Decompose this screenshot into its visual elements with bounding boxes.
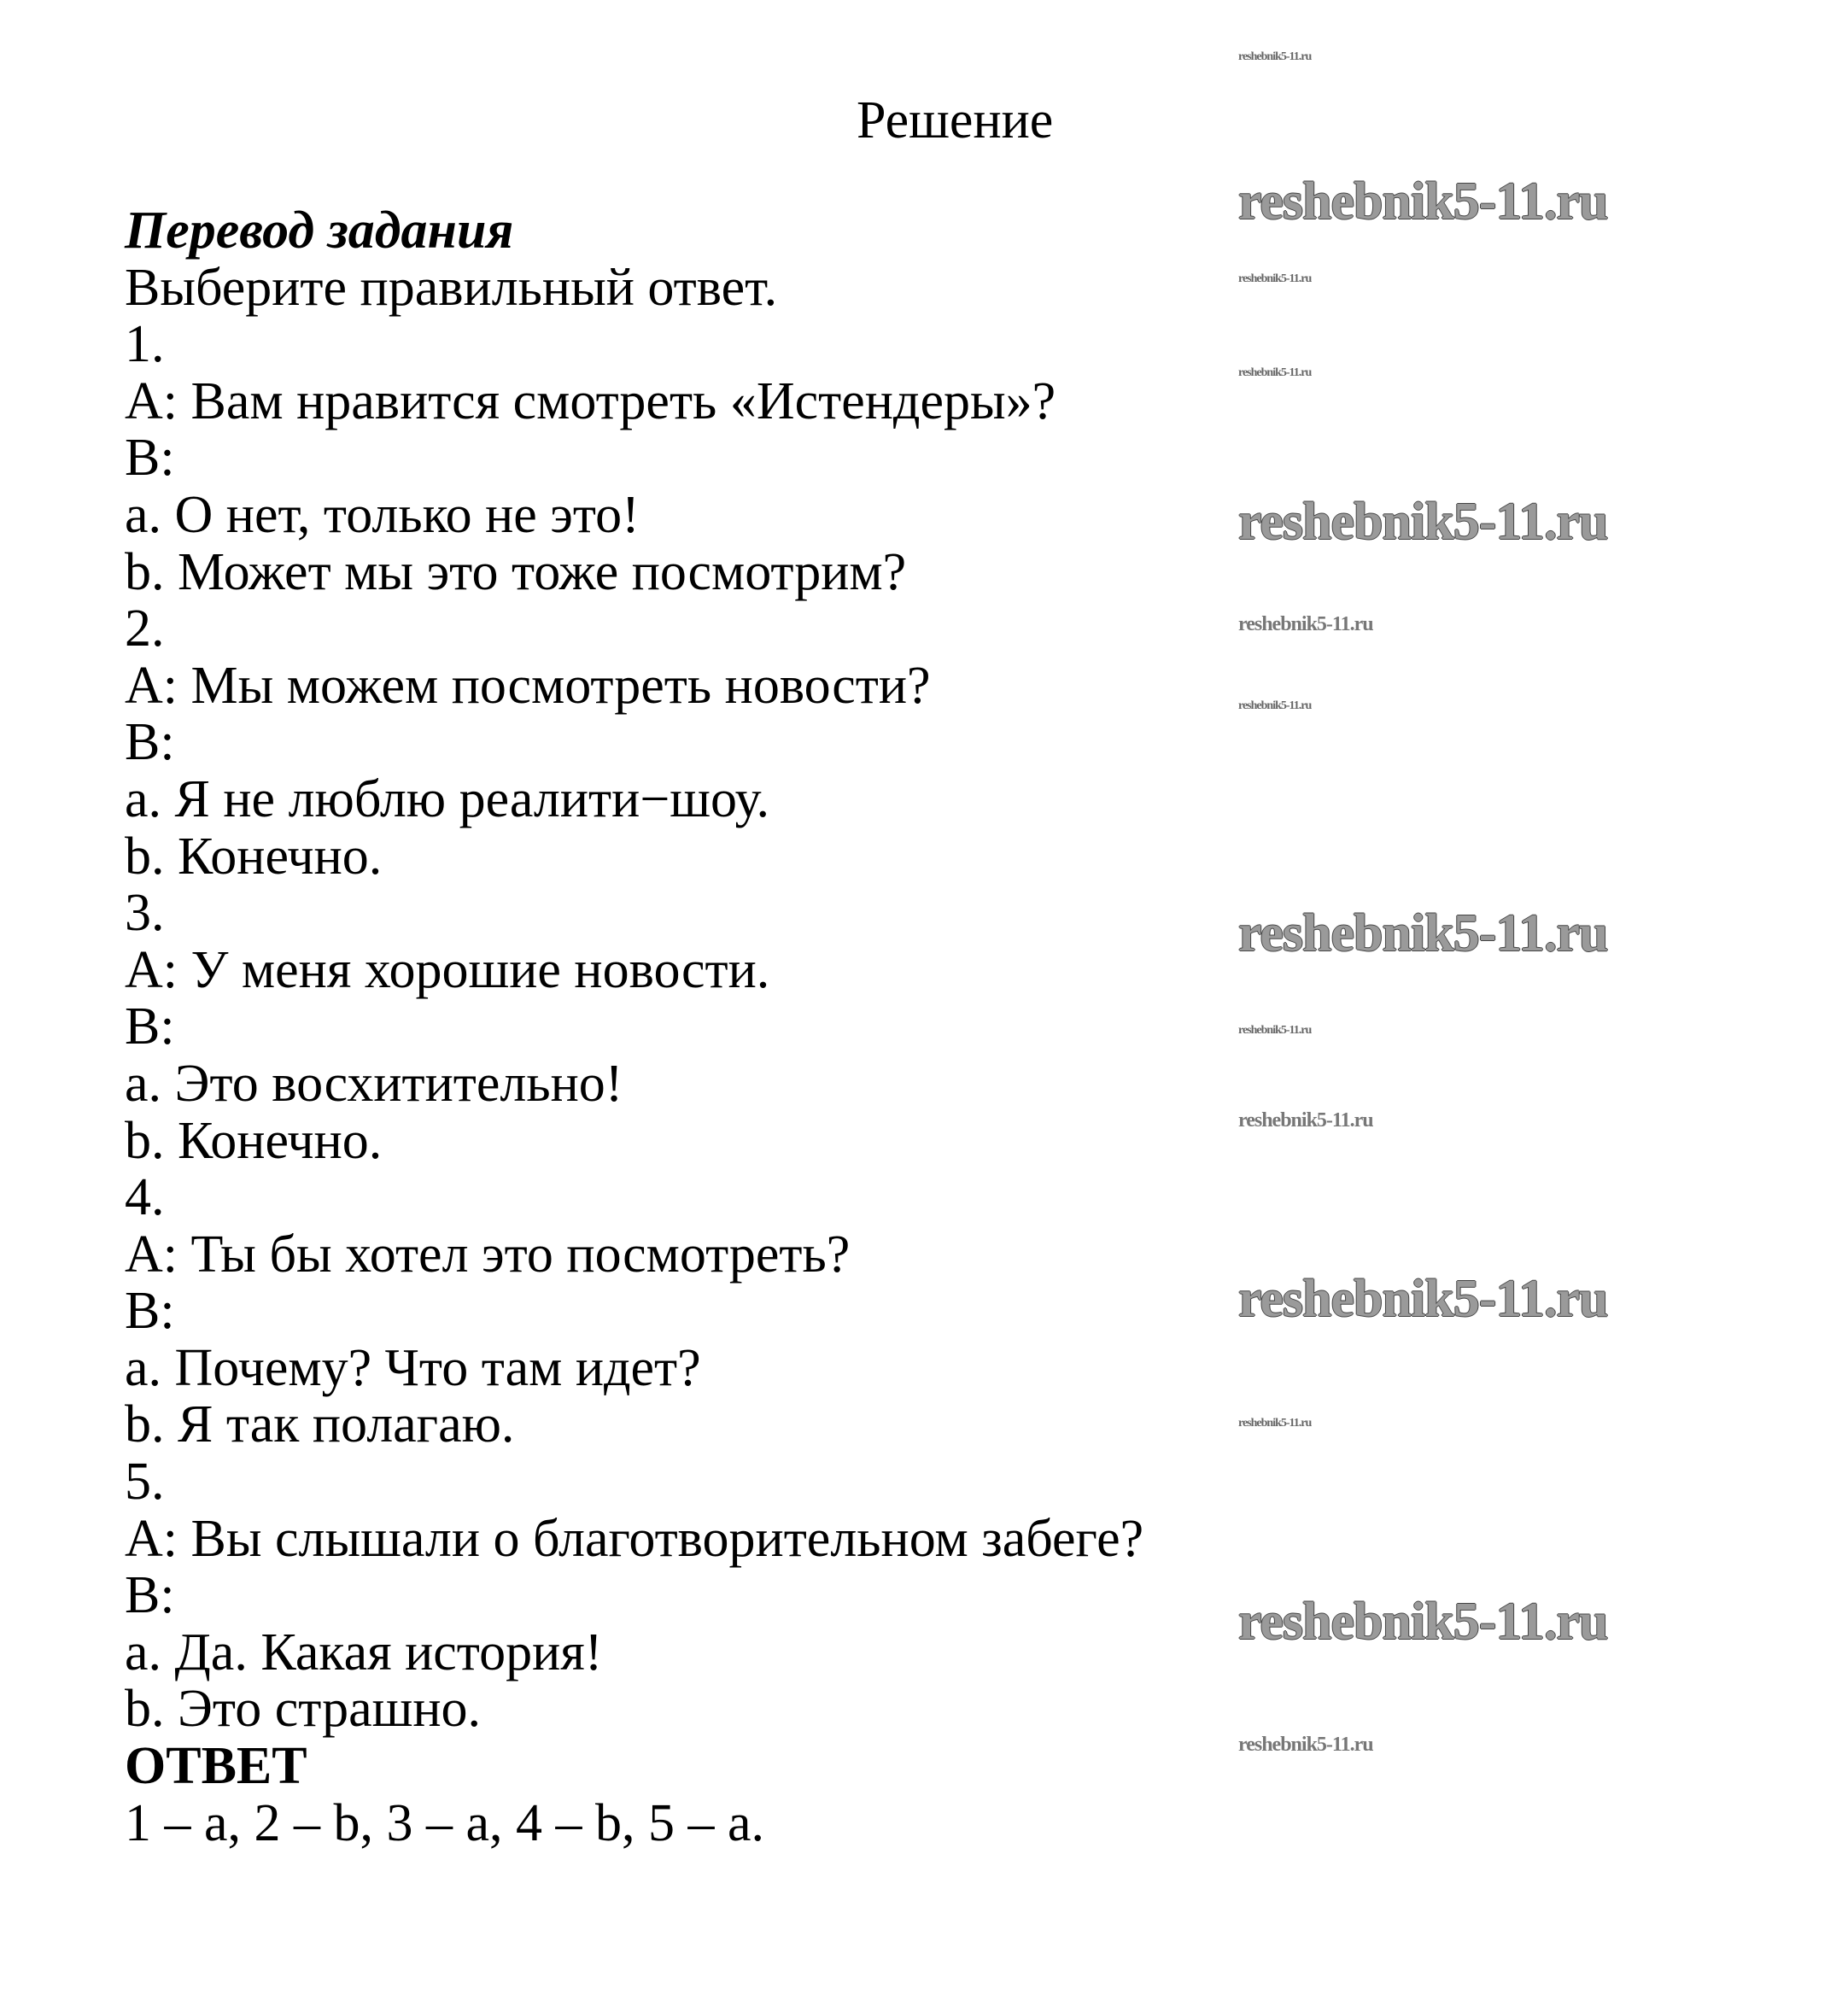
watermark: reshebnik5-11.ru — [1238, 1593, 1608, 1651]
watermark: reshebnik5-11.ru — [1238, 699, 1312, 712]
page-title: Решение — [857, 91, 1054, 149]
option-b: b. Это страшно. — [125, 1680, 482, 1739]
watermark: reshebnik5-11.ru — [1238, 493, 1608, 551]
question-number: 1. — [125, 315, 165, 374]
watermark: reshebnik5-11.ru — [1238, 613, 1373, 635]
option-b: b. Конечно. — [125, 1111, 383, 1170]
speaker-a-line: A: Вы слышали о благотворительном забеге? — [125, 1509, 1144, 1568]
watermark: reshebnik5-11.ru — [1238, 173, 1608, 231]
section-heading: Перевод задания — [125, 202, 514, 260]
speaker-b-line: B: — [125, 713, 175, 772]
question-number: 5. — [125, 1453, 165, 1512]
question-number: 3. — [125, 884, 165, 943]
watermark: reshebnik5-11.ru — [1238, 366, 1312, 379]
answer-heading: ОТВЕТ — [125, 1737, 307, 1796]
watermark: reshebnik5-11.ru — [1238, 272, 1312, 285]
option-a: a. Это восхитительно! — [125, 1054, 623, 1113]
option-a: a. Да. Какая история! — [125, 1623, 603, 1681]
watermark: reshebnik5-11.ru — [1238, 1734, 1373, 1756]
speaker-a-line: A: Мы можем посмотреть новости? — [125, 656, 931, 715]
option-a: a. Почему? Что там идет? — [125, 1338, 701, 1397]
document-body — [125, 202, 1143, 1851]
instruction: Выберите правильный ответ. — [125, 258, 778, 317]
speaker-a-line: A: Ты бы хотел это посмотреть? — [125, 1225, 851, 1284]
option-b: b. Я так полагаю. — [125, 1395, 515, 1454]
option-a: a. Я не люблю реалити−шоу. — [125, 769, 769, 828]
speaker-a-line: A: Вам нравится смотреть «Истендеры»? — [125, 371, 1056, 430]
speaker-a-line: A: У меня хорошие новости. — [125, 940, 770, 999]
speaker-b-line: B: — [125, 1282, 175, 1341]
question-number: 2. — [125, 599, 165, 658]
option-a: a. О нет, только не это! — [125, 485, 640, 544]
watermark: reshebnik5-11.ru — [1238, 1270, 1608, 1328]
speaker-b-line: B: — [125, 1566, 175, 1625]
question-number: 4. — [125, 1168, 165, 1227]
watermark: reshebnik5-11.ru — [1238, 1024, 1312, 1037]
watermark: reshebnik5-11.ru — [1238, 1417, 1312, 1430]
speaker-b-line: B: — [125, 429, 175, 488]
watermark: reshebnik5-11.ru — [1238, 50, 1312, 63]
speaker-b-line: B: — [125, 997, 175, 1056]
option-b: b. Может мы это тоже посмотрим? — [125, 542, 907, 601]
watermark: reshebnik5-11.ru — [1238, 904, 1608, 962]
answer-text: 1 – a, 2 – b, 3 – a, 4 – b, 5 – a. — [125, 1793, 765, 1852]
watermark: reshebnik5-11.ru — [1238, 1109, 1373, 1132]
option-b: b. Конечно. — [125, 827, 383, 886]
